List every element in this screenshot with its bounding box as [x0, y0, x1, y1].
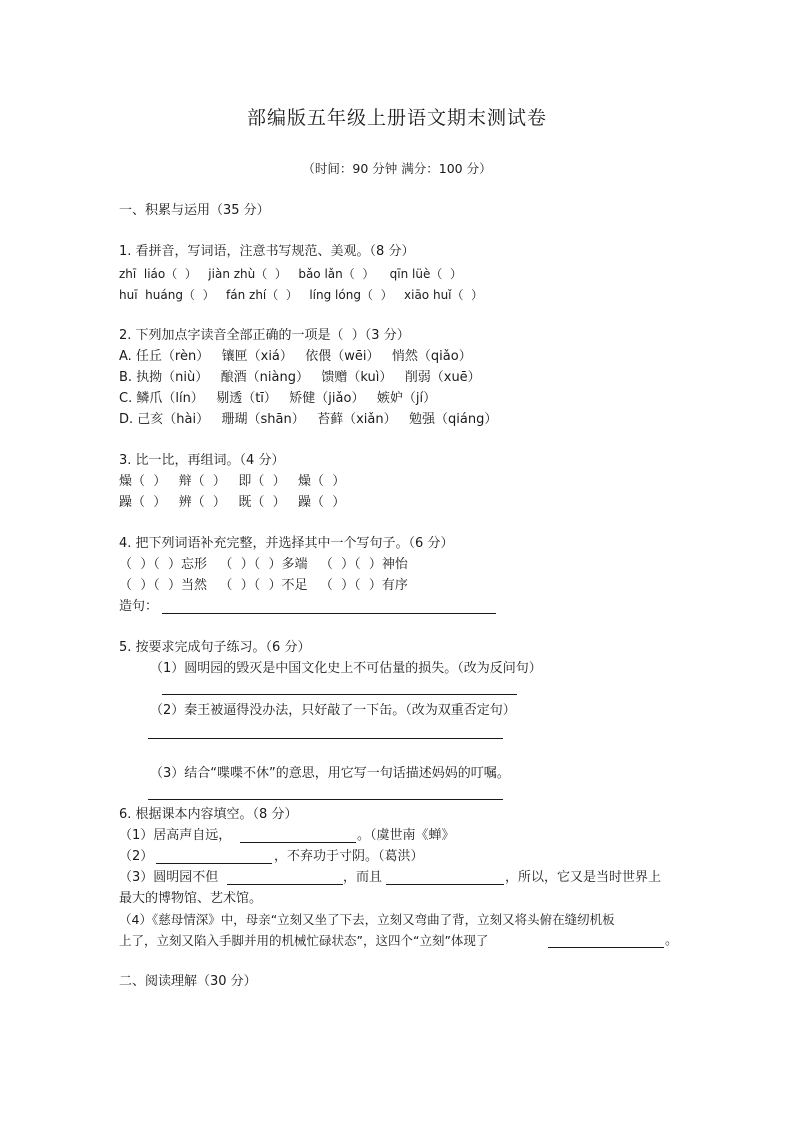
q6-blank-4[interactable]: [386, 884, 504, 885]
q5-answer-line-2[interactable]: [148, 738, 503, 739]
q6-line-4-end: 。: [665, 933, 679, 948]
q5-answer-line-1[interactable]: [162, 694, 517, 695]
q4-row-2: （ ）（ ）当然 （ ）（ ）不足 （ ）（ ）有序: [119, 578, 408, 593]
q6-line-3-connector: ，而且: [343, 870, 383, 885]
q5-sentence-1: （1）圆明园的毁灭是中国文化史上不可估量的损失。（改为反问句）: [150, 661, 542, 676]
q2-heading: 2. 下列加点字读音全部正确的一项是（ ）（3 分）: [119, 328, 410, 343]
q6-line-2-text: ，不弃功于寸阴。（葛洪）: [274, 849, 424, 864]
page-title: 部编版五年级上册语文期末测试卷: [246, 107, 547, 129]
q6-line-4-text: （4）《慈母情深》中，母亲“立刻又坐了下去，立刻又弯曲了背，立刻又将头俯在缝纫机板: [119, 912, 615, 927]
q6-line-3-cont: 最大的博物馆、艺术馆。: [119, 891, 263, 906]
q6-blank-2[interactable]: [156, 863, 272, 864]
q4-heading: 4. 把下列词语补充完整，并选择其中一个写句子。（6 分）: [119, 536, 454, 551]
q2-option-b: B. 执拗（niù） 酿酒（niàng） 馈赠（kuì） 削弱（xuē）: [119, 370, 481, 385]
q3-row-2: 躁（ ） 辨（ ） 既（ ） 躁（ ）: [119, 495, 346, 510]
q6-line-3-text: （3）圆明园不但: [119, 870, 219, 885]
q6-line-3-tail: ，所以，它又是当时世界上: [505, 870, 662, 885]
q6-line-4-cont: 上了，立刻又陷入手脚并用的机械忙碌状态”，这四个“立刻”体现了: [119, 933, 489, 948]
q6-blank-3[interactable]: [227, 884, 343, 885]
q5-sentence-3: （3）结合“喋喋不休”的意思，用它写一句话描述妈妈的叮嘱。: [150, 766, 510, 781]
q2-option-a: A. 任丘（rèn） 镶匣（xiá） 依偎（wēi） 悄然（qiǎo）: [119, 349, 472, 364]
q5-sentence-2: （2）秦王被逼得没办法，只好敲了一下缶。（改为双重否定句）: [150, 703, 516, 718]
q1-pinyin-row-2: huī huáng（ ） fán zhí（ ） líng lóng（ ） xiāo huǐ（ ）: [119, 288, 484, 302]
q6-line-1-text: （1）居高声自远，: [119, 828, 232, 843]
section-heading-2: 二、阅读理解（30 分）: [119, 974, 257, 989]
q4-make-sentence-label: 造句：: [119, 599, 159, 614]
q1-heading: 1. 看拼音，写词语，注意书写规范、美观。（8 分）: [119, 244, 415, 259]
q4-answer-line[interactable]: [162, 613, 496, 614]
q5-answer-line-3[interactable]: [148, 799, 503, 800]
q6-heading: 6. 根据课本内容填空。（8 分）: [119, 807, 298, 822]
exam-info: （时间：90 分钟 满分：100 分）: [302, 161, 492, 176]
q6-line-1-source: 。（虞世南《蝉》: [357, 828, 455, 843]
q6-blank-1[interactable]: [240, 842, 356, 843]
q2-option-d: D. 己亥（hài） 珊瑚（shān） 苔藓（xiǎn） 勉强（qiáng）: [119, 412, 498, 427]
q3-heading: 3. 比一比，再组词。（4 分）: [119, 453, 285, 468]
q4-row-1: （ ）（ ）忘形 （ ）（ ）多端 （ ）（ ）神怡: [119, 557, 408, 572]
q1-pinyin-row-1: zhī liáo（ ） jiàn zhù（ ） bǎo lǎn（ ） qīn lüè（ ）: [119, 267, 462, 281]
q5-heading: 5. 按要求完成句子练习。（6 分）: [119, 640, 311, 655]
q6-line-2-number: （2）: [119, 849, 154, 864]
q6-blank-5[interactable]: [548, 947, 664, 948]
section-heading-1: 一、积累与运用（35 分）: [119, 203, 270, 218]
q2-option-c: C. 鳞爪（lín） 剔透（tī） 矫健（jiǎo） 嫉妒（jí）: [119, 391, 437, 406]
q3-row-1: 燥（ ） 辩（ ） 即（ ） 燥（ ）: [119, 474, 346, 489]
